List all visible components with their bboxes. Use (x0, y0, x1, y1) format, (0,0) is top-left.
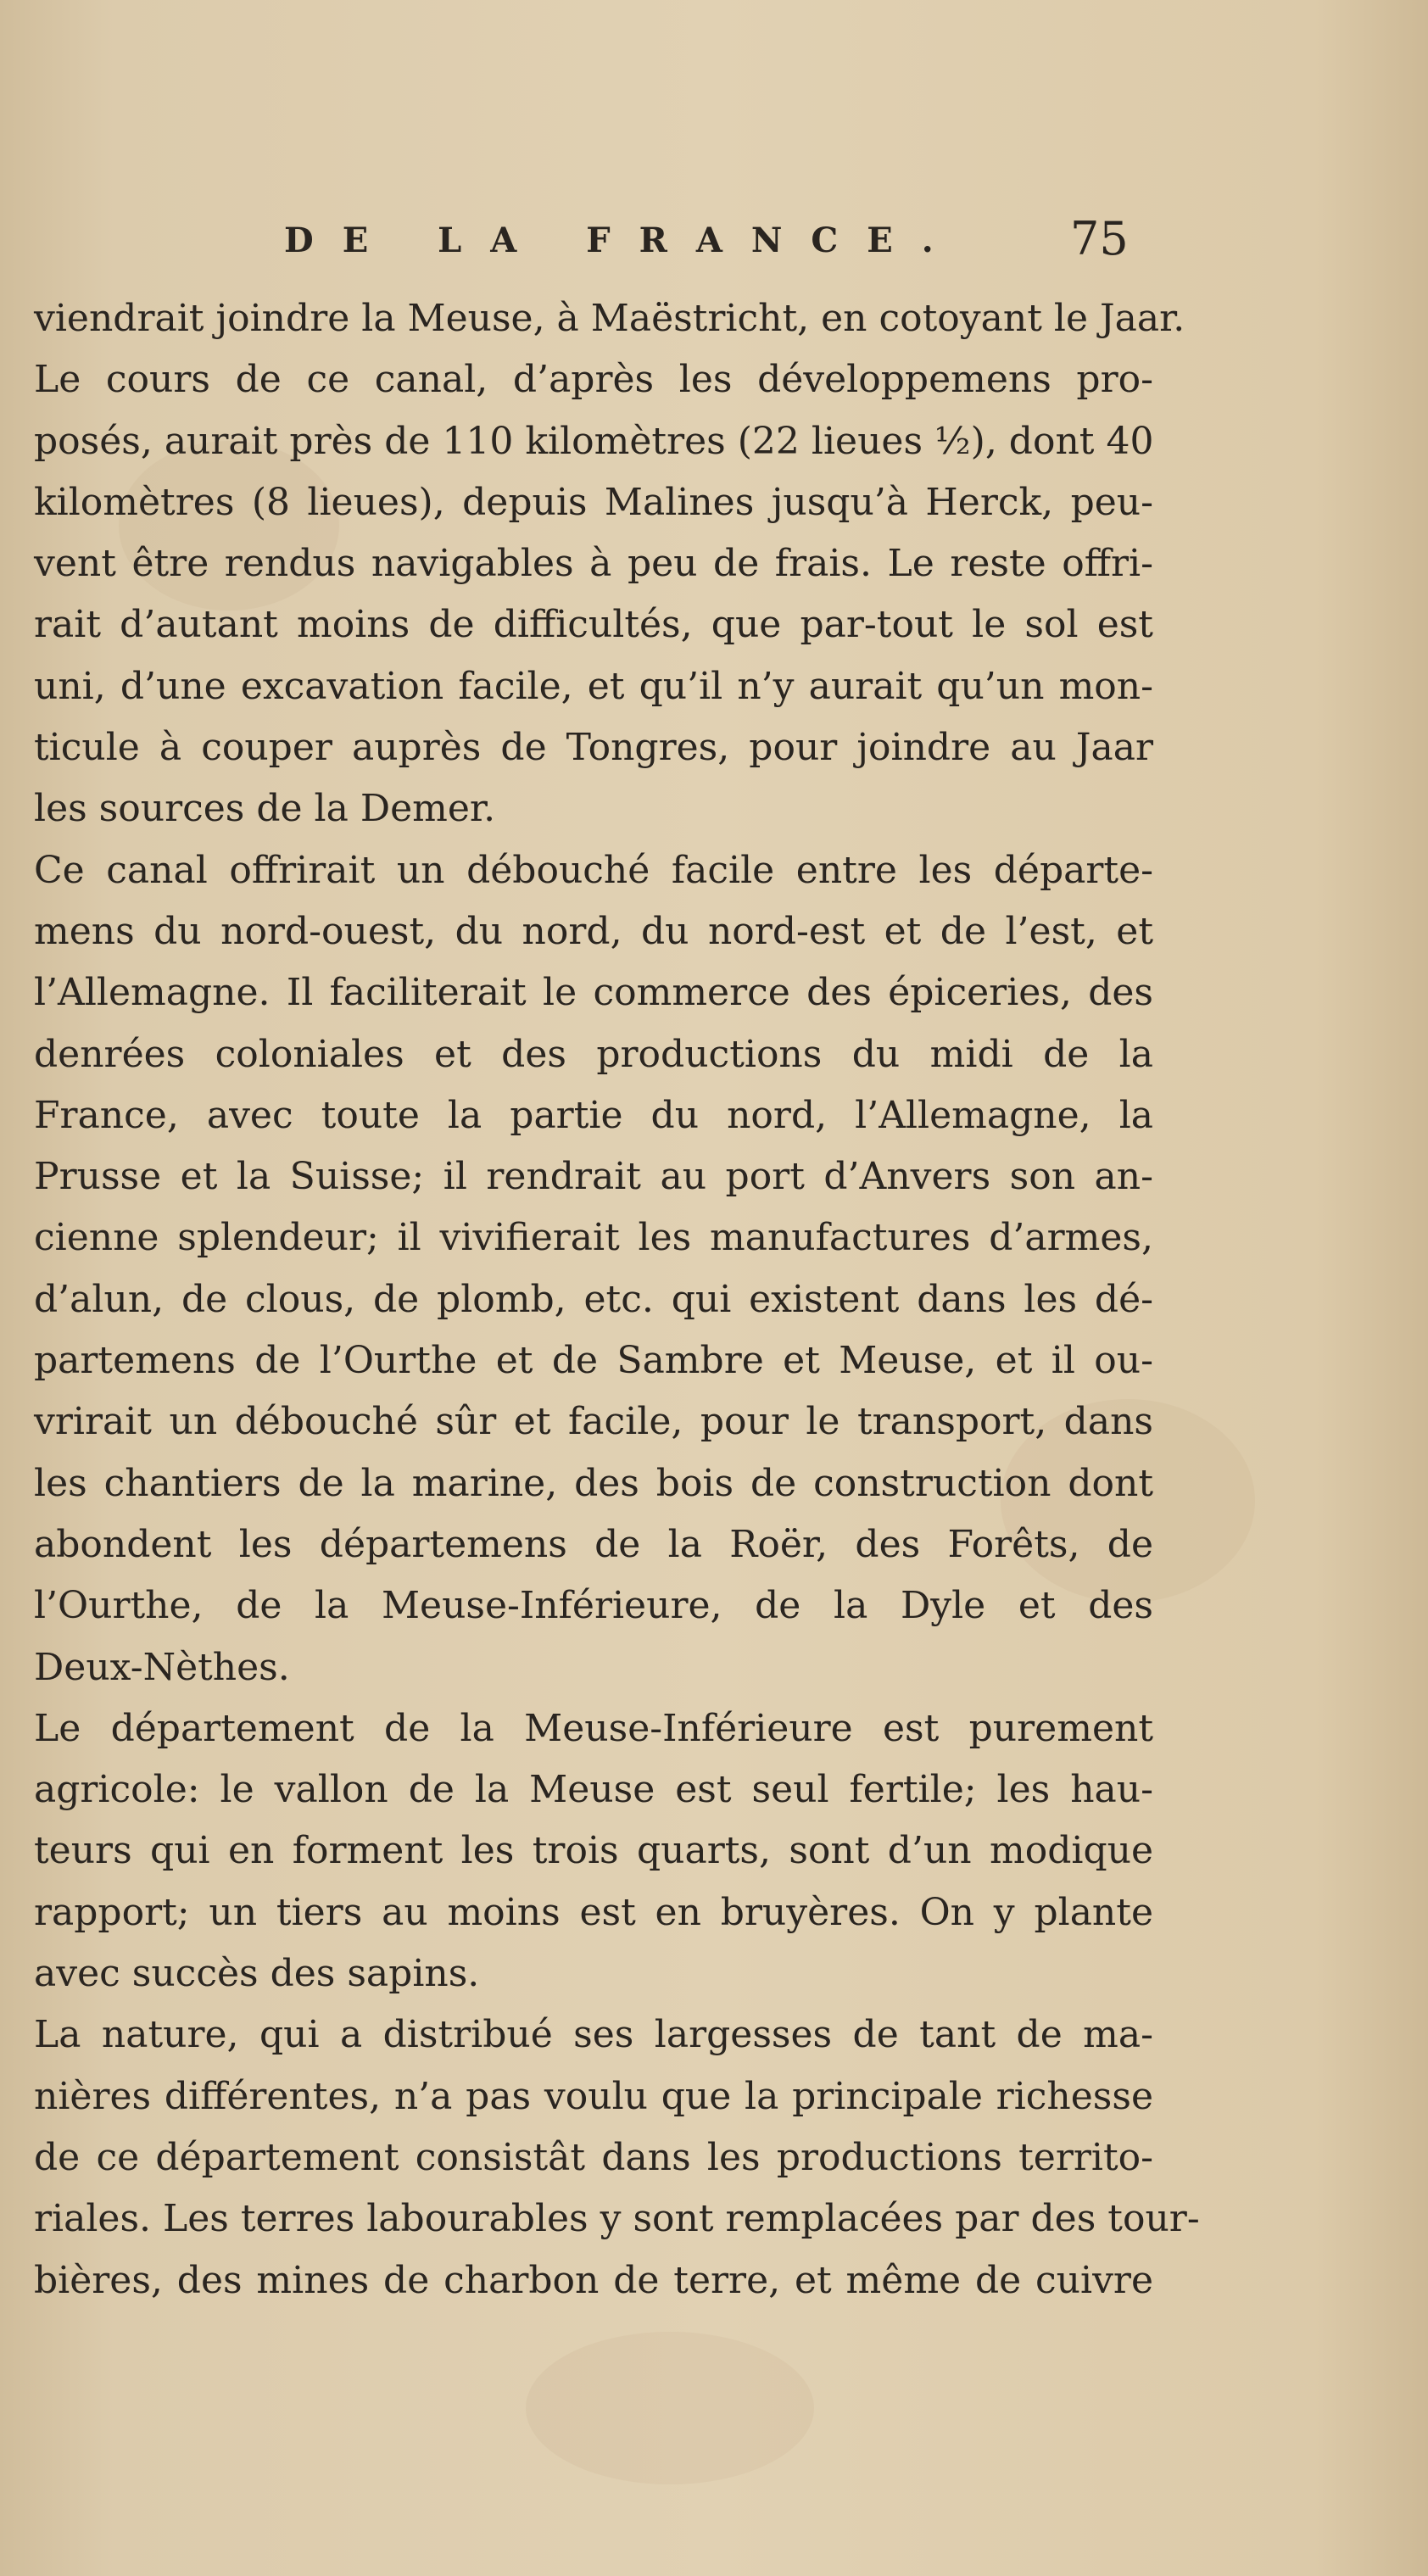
text-line: abondent les départemens de la Roër, des Forêts, de (34, 1522, 1153, 1566)
text-line: d’alun, de clous, de plomb, etc. qui existent dans les dé- (34, 1277, 1153, 1321)
text-line: rait d’autant moins de difficultés, que par-tout le sol est (34, 603, 1153, 647)
text-line: les sources de la Demer. (34, 787, 496, 831)
text-line: l’Allemagne. Il faciliterait le commerce des épiceries, des (34, 971, 1153, 1015)
page-header (0, 204, 1428, 271)
text-line: France, avec toute la partie du nord, l’Allemagne, la (34, 1093, 1153, 1137)
body-text (34, 288, 1200, 2311)
text-line: teurs qui en forment les trois quarts, sont d’un modique (34, 1829, 1153, 1873)
text-line: riales. Les terres labourables y sont remplacées par des tour- (34, 2197, 1200, 2241)
text-line: denrées coloniales et des productions du midi de la (34, 1032, 1153, 1076)
text-line: bières, des mines de charbon de terre, et même de cuivre (34, 2258, 1153, 2302)
text-line: Deux-Nèthes. (34, 1645, 290, 1689)
text-line: de ce département consistât dans les productions territo- (34, 2135, 1153, 2179)
text-line: Prusse et la Suisse; il rendrait au port d’Anvers son an- (34, 1155, 1153, 1199)
text-line: rapport; un tiers au moins est en bruyères. On y plante (34, 1890, 1153, 1934)
text-line: uni, d’une excavation facile, et qu’il n’y aurait qu’un mon- (34, 664, 1153, 708)
text-line: La nature, qui a distribué ses largesses de tant de ma- (34, 2013, 1153, 2057)
text-line: Ce canal offrirait un débouché facile entre les départe- (34, 848, 1153, 892)
text-line: ticule à couper auprès de Tongres, pour joindre au Jaar (34, 726, 1153, 770)
text-line: viendrait joindre la Meuse, à Maëstricht, en cotoyant le Jaar. (34, 297, 1185, 340)
text-line: partemens de l’Ourthe et de Sambre et Meuse, et il ou- (34, 1339, 1153, 1383)
text-line: vrirait un débouché sûr et facile, pour le transport, dans (34, 1400, 1153, 1444)
paper-stain (526, 2332, 814, 2484)
text-line: Le département de la Meuse-Inférieure est purement (34, 1706, 1153, 1750)
text-line: agricole: le vallon de la Meuse est seul fertile; les hau- (34, 1768, 1153, 1812)
page-number: 75 (1070, 212, 1129, 265)
text-line: nières différentes, n’a pas voulu que la principale richesse (34, 2074, 1153, 2118)
text-line: vent être rendus navigables à peu de frais. Le reste offri- (34, 542, 1153, 586)
running-title: DE LA FRANCE. (284, 220, 962, 260)
text-line: avec succès des sapins. (34, 1952, 480, 1996)
text-line: posés, aurait près de 110 kilomètres (22 lieues ½), dont 40 (34, 419, 1154, 463)
text-line: mens du nord-ouest, du nord, du nord-est et de l’est, et (34, 909, 1153, 953)
text-line: l’Ourthe, de la Meuse-Inférieure, de la Dyle et des (34, 1584, 1153, 1628)
text-line: cienne splendeur; il vivifierait les manufactures d’armes, (34, 1216, 1153, 1260)
text-line: les chantiers de la marine, des bois de construction dont (34, 1461, 1153, 1505)
text-line: Le cours de ce canal, d’après les développemens pro- (34, 358, 1153, 402)
text-line: kilomètres (8 lieues), depuis Malines jusqu’à Herck, peu- (34, 480, 1153, 524)
